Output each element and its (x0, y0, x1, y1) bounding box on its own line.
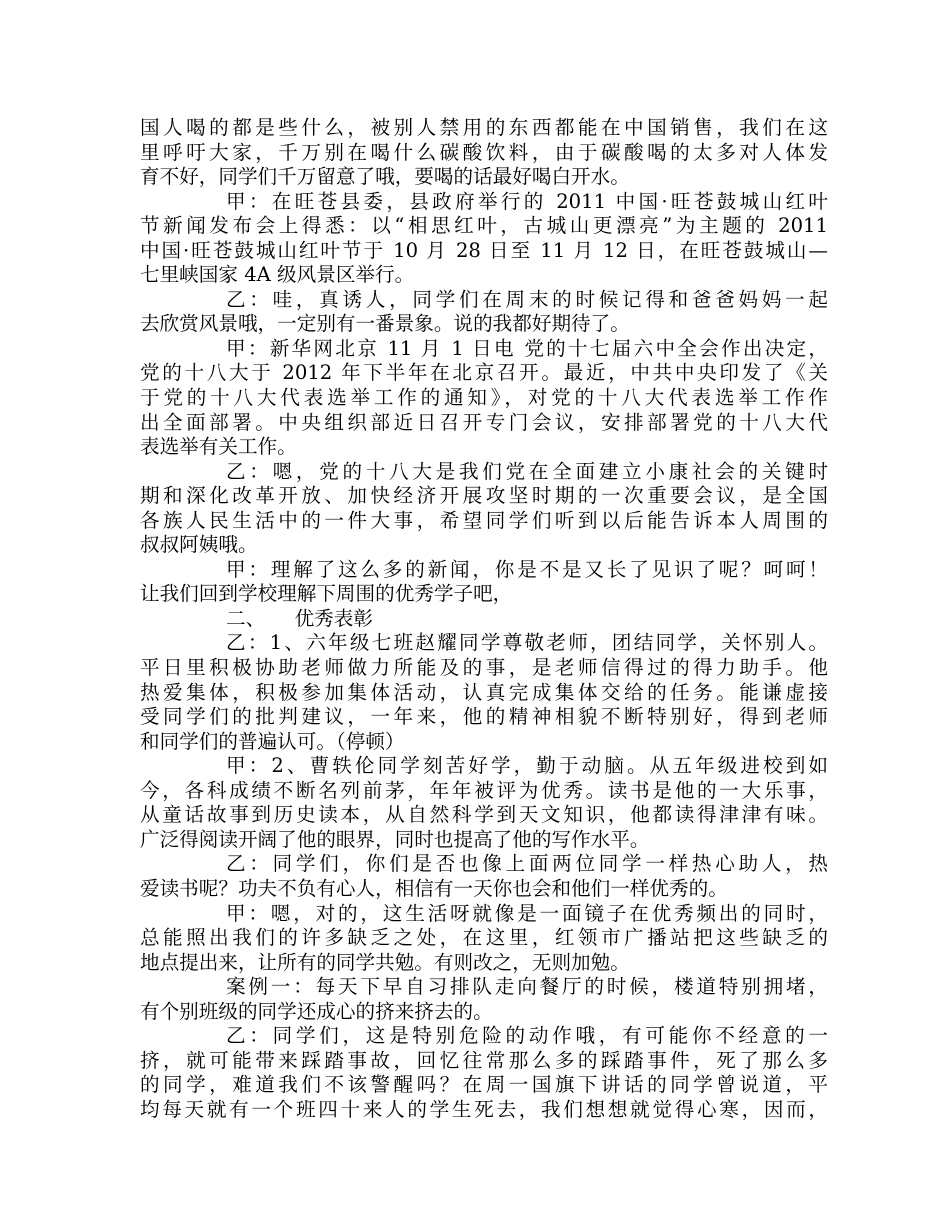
text-line: 育不好，同学们千万留意了哦，要喝的话最好喝白开水。 (140, 165, 630, 189)
text-line: 乙：哇，真诱人，同学们在周末的时候记得和爸爸妈妈一起 (226, 287, 828, 311)
text-line: 受同学们的批判建议，一年来，他的精神相貌不断特别好，得到老师 (140, 705, 828, 729)
text-line: 出全面部署。中央组织部近日召开专门会议，安排部署党的十八大代 (140, 410, 828, 434)
text-line: 广泛得阅读开阔了他的眼界，同时也提高了他的写作水平。 (140, 827, 650, 851)
text-line: 表选举有关工作。 (140, 435, 297, 459)
text-line: 挤，就可能带来踩踏事故，回忆往常那么多的踩踏事件，死了那么多 (140, 1048, 828, 1072)
text-line: 热爱集体，积极参加集体活动，认真完成集体交给的任务。能谦虚接 (140, 680, 828, 704)
text-line: 乙：1、六年级七班赵耀同学尊敬老师，团结同学，关怀别人。 (226, 631, 828, 655)
text-line: 地点提出来，让所有的同学共勉。有则改之，无则加勉。 (140, 950, 630, 974)
text-line: 国人喝的都是些什么，被别人禁用的东西都能在中国销售，我们在这 (140, 116, 828, 139)
text-line: 七里峡国家 4A 级风景区举行。 (140, 263, 415, 287)
text-line: 均每天就有一个班四十来人的学生死去，我们想想就觉得心寒，因而， (140, 1097, 828, 1121)
text-line: 和同学们的普遍认可。（停顿） (140, 729, 405, 753)
text-line: 乙：同学们，你们是否也像上面两位同学一样热心助人，热 (226, 852, 828, 876)
text-line: 爱读书呢？功夫不负有心人，相信有一天你也会和他们一样优秀的。 (140, 876, 728, 900)
text-line: 案例一：每天下早自习排队走向餐厅的时候，楼道特别拥堵， (226, 975, 828, 999)
text-line: 于党的十八大代表选举工作的通知》，对党的十八大代表选举工作作 (140, 386, 828, 410)
text-line: 各族人民生活中的一件大事，希望同学们听到以后能告诉本人周围的 (140, 508, 828, 532)
text-line: 里呼吁大家，千万别在喝什么碳酸饮料，由于碳酸喝的太多对人体发 (140, 140, 828, 164)
text-line: 乙：嗯，党的十八大是我们党在全面建立小康社会的关键时 (226, 459, 828, 483)
text-line: 甲：新华网北京 11 月 1 日电 党的十七届六中全会作出决定， (226, 336, 828, 360)
text-line: 乙：同学们，这是特别危险的动作哦，有可能你不经意的一 (226, 1024, 828, 1048)
document-body (140, 116, 828, 1122)
text-line: 甲：2、曹轶伦同学刻苦好学，勤于动脑。从五年级进校到如 (226, 754, 828, 778)
text-line: 的同学，难道我们不该警醒吗？在周一国旗下讲话的同学曾说道，平 (140, 1073, 828, 1097)
text-line: 从童话故事到历史读本，从自然科学到天文知识，他都读得津津有味。 (140, 803, 828, 827)
text-line: 中国·旺苍鼓城山红叶节于 10 月 28 日至 11 月 12 日，在旺苍鼓城山— (140, 238, 828, 262)
text-line: 节新闻发布会上得悉：以“相思红叶，古城山更漂亮”为主题的 2011 (140, 214, 828, 238)
text-line: 甲：在旺苍县委，县政府举行的 2011 中国·旺苍鼓城山红叶 (226, 189, 828, 213)
text-line: 平日里积极协助老师做力所能及的事，是老师信得过的得力助手。他 (140, 656, 828, 680)
text-line: 甲：理解了这么多的新闻，你是不是又长了见识了呢？呵呵！ (226, 557, 828, 581)
text-line: 甲：嗯，对的，这生活呀就像是一面镜子在优秀频出的同时， (226, 901, 828, 925)
text-line: 总能照出我们的许多缺乏之处，在这里，红领市广播站把这些缺乏的 (140, 926, 828, 950)
text-line: 叔叔阿姨哦。 (140, 533, 258, 557)
text-line: 今，各科成绩不断名列前茅，年年被评为优秀。读书是他的一大乐事， (140, 778, 828, 802)
text-line: 期和深化改革开放、加快经济开展攻坚时期的一次重要会议，是全国 (140, 484, 828, 508)
text-line: 有个别班级的同学还成心的挤来挤去的。 (140, 999, 493, 1023)
text-line: 去欣赏风景哦，一定别有一番景象。说的我都好期待了。 (140, 312, 630, 336)
text-line: 二、 优秀表彰 (226, 606, 373, 630)
text-line: 党的十八大于 2012 年下半年在北京召开。最近，中共中央印发了《关 (140, 361, 828, 385)
text-line: 让我们回到学校理解下周围的优秀学子吧， (140, 582, 513, 606)
